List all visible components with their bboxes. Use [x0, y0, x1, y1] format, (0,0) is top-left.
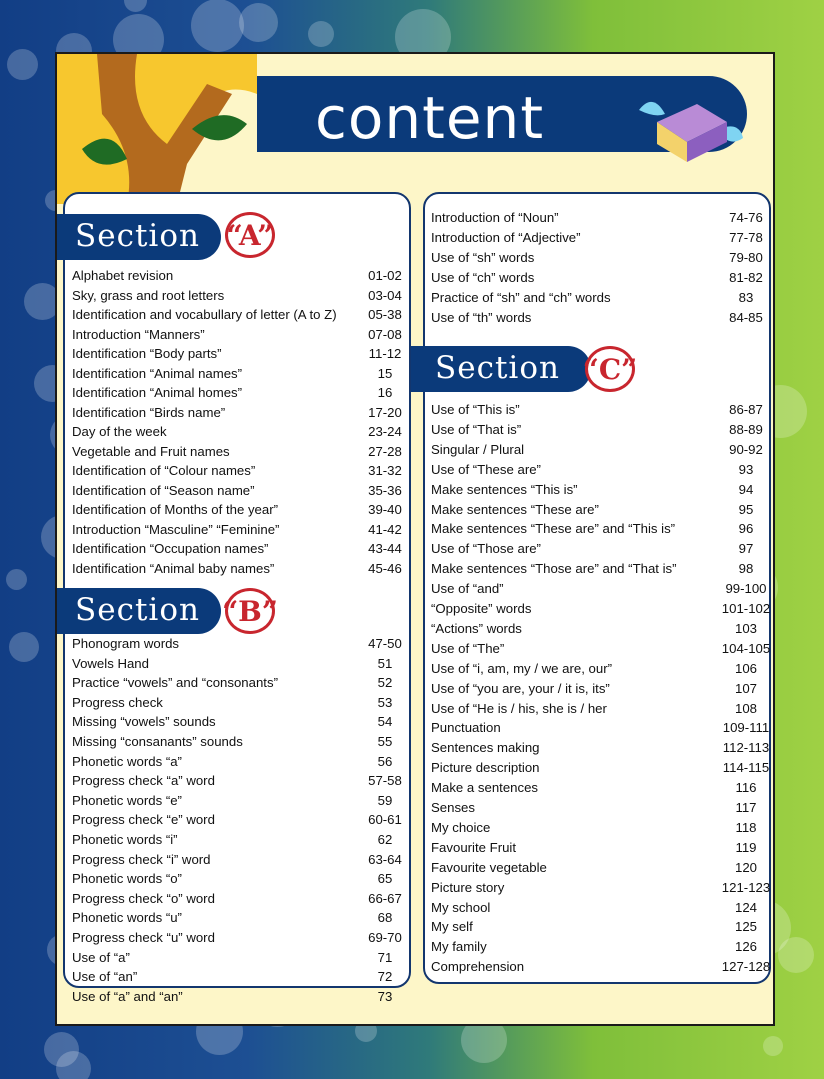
- page-number: 93: [738, 461, 754, 477]
- page-number: 57-58: [368, 773, 402, 789]
- topic-label: Progress check: [72, 694, 163, 710]
- topic-label: Favourite Fruit: [431, 839, 517, 855]
- page-number: 74-76: [729, 210, 763, 225]
- page-number: 31-32: [368, 463, 402, 478]
- topic-label: Identification “Animal names”: [72, 365, 243, 381]
- page-number: 41-42: [368, 521, 402, 537]
- topic-label: Make sentences “These are”: [431, 501, 599, 517]
- topic-label: My school: [431, 899, 491, 915]
- contents-row: [431, 720, 770, 736]
- contents-row: [72, 346, 402, 361]
- page-number: 118: [735, 819, 757, 835]
- page-number: 90-92: [729, 441, 763, 457]
- contents-row: [72, 268, 402, 283]
- contents-row: [431, 879, 771, 895]
- contents-row: [72, 307, 402, 322]
- contents-row: [72, 541, 402, 556]
- contents-row: [431, 250, 763, 265]
- topic-label: Missing “consanants” sounds: [72, 734, 243, 749]
- page-number: 68: [377, 910, 393, 926]
- contents-row: [72, 443, 402, 459]
- topic-label: Use of “i, am, my / we are, our”: [431, 660, 613, 676]
- topic-label: Use of “a” and “an”: [72, 988, 183, 1004]
- contents-row: [72, 812, 402, 828]
- left-contents-panel: [63, 192, 411, 1004]
- topic-label: Introduction of “Adjective”: [431, 230, 581, 245]
- contents-row: [72, 694, 393, 710]
- topic-label: Singular / Plural: [431, 441, 525, 457]
- topic-label: Punctuation: [431, 720, 501, 736]
- contents-row: [431, 310, 763, 325]
- page-number: 63-64: [368, 851, 402, 867]
- contents-row: [72, 287, 402, 303]
- topic-label: Phonetic words “a”: [72, 753, 182, 769]
- topic-label: Phonetic words “o”: [72, 871, 182, 887]
- contents-row: [431, 740, 770, 756]
- topic-label: Phonogram words: [72, 636, 180, 651]
- topic-label: Picture story: [431, 879, 505, 895]
- page-number: 72: [377, 969, 393, 985]
- topic-label: Picture description: [431, 760, 540, 776]
- topic-label: Use of “a”: [72, 949, 130, 965]
- contents-row: [72, 404, 402, 420]
- topic-label: Use of “and”: [431, 581, 504, 597]
- topic-label: Practice of “sh” and “ch” words: [431, 290, 611, 305]
- contents-row: [431, 660, 757, 676]
- page-number: 104-105: [721, 640, 771, 656]
- flying-book-icon: [635, 92, 745, 172]
- page-number: 17-20: [368, 404, 402, 420]
- contents-row: [72, 851, 402, 867]
- topic-label: Phonetic words “i”: [72, 832, 178, 847]
- topic-label: Sky, grass and root letters: [72, 287, 225, 303]
- topic-label: Use of “This is”: [431, 402, 520, 417]
- contents-row: [72, 521, 402, 537]
- topic-label: Make sentences “Those are” and “That is”: [431, 561, 677, 577]
- page-number: 120: [734, 859, 757, 875]
- page-number: 66-67: [368, 890, 402, 906]
- page-number: 107: [734, 680, 757, 696]
- section-c-letter: “C”: [585, 346, 635, 392]
- topic-label: Progress check “e” word: [72, 812, 215, 828]
- contents-row: [431, 402, 763, 417]
- contents-row: [431, 680, 757, 696]
- topic-label: Vegetable and Fruit names: [72, 443, 230, 459]
- contents-row: [72, 792, 393, 808]
- page-number: 88-89: [729, 421, 763, 437]
- topic-label: Use of “sh” words: [431, 250, 535, 265]
- page-number: 95: [738, 501, 754, 517]
- contents-row: [72, 890, 402, 906]
- page-number: 79-80: [729, 250, 763, 265]
- topic-label: Progress check “a” word: [72, 773, 215, 789]
- contents-row: [72, 502, 402, 517]
- page-number: 11-12: [368, 346, 402, 361]
- contents-row: [431, 601, 771, 616]
- contents-row: [431, 521, 754, 537]
- contents-row: [431, 899, 757, 915]
- contents-row: [431, 441, 763, 457]
- page-number: 60-61: [368, 812, 402, 828]
- topic-label: Alphabet revision: [72, 268, 174, 283]
- topic-label: Identification of “Season name”: [72, 482, 255, 498]
- contents-row: [72, 773, 402, 789]
- contents-row: [431, 501, 754, 517]
- section-a-heading: Section: [75, 218, 200, 254]
- page-number: 106: [734, 660, 757, 676]
- page-number: 124: [734, 899, 757, 915]
- page-number: 47-50: [368, 636, 402, 651]
- page-number: 15: [377, 365, 393, 381]
- topic-label: Use of “an”: [72, 969, 138, 985]
- page-number: 83: [738, 290, 754, 305]
- contents-row: [72, 675, 393, 691]
- contents-row: [72, 714, 393, 730]
- page-number: 71: [377, 949, 393, 965]
- topic-label: Use of “th” words: [431, 310, 532, 325]
- page-number: 125: [734, 919, 757, 935]
- contents-row: [72, 326, 402, 342]
- topic-label: Identification “Animal baby names”: [72, 560, 275, 576]
- topic-label: My choice: [431, 819, 491, 835]
- page-number: 126: [734, 939, 757, 955]
- page-number: 127-128: [721, 959, 771, 975]
- page-number: 114-115: [722, 760, 770, 776]
- topic-label: Phonetic words “e”: [72, 792, 182, 808]
- contents-row: [431, 421, 763, 437]
- topic-label: Progress check “o” word: [72, 890, 215, 906]
- page-number: 108: [734, 700, 757, 716]
- contents-row: [431, 481, 754, 497]
- page-number: 121-123: [721, 879, 771, 895]
- topic-label: Comprehension: [431, 959, 525, 975]
- topic-label: Identification “Body parts”: [72, 346, 222, 361]
- contents-row: [431, 461, 754, 477]
- content-frame: [55, 52, 775, 1026]
- contents-row: [431, 640, 771, 656]
- page-number: 35-36: [368, 482, 402, 498]
- page-number: 103: [734, 620, 757, 636]
- topic-label: Identification of Months of the year”: [72, 502, 278, 517]
- topic-label: Progress check “u” word: [72, 930, 215, 945]
- page-number: 99-100: [725, 581, 767, 597]
- page-number: 39-40: [368, 502, 402, 517]
- page-number: 69-70: [368, 930, 402, 945]
- contents-row: [72, 832, 393, 847]
- page-number: 117: [735, 800, 757, 815]
- page-number: 109-111: [722, 720, 770, 736]
- contents-row: [431, 561, 754, 577]
- topic-label: Phonetic words “u”: [72, 910, 182, 926]
- contents-row: [431, 760, 770, 776]
- page-number: 116: [735, 780, 757, 796]
- contents-row: [72, 482, 402, 498]
- contents-row: [72, 871, 393, 887]
- contents-row: [431, 919, 757, 935]
- contents-row: [72, 930, 402, 945]
- contents-row: [72, 910, 393, 926]
- page-number: 05-38: [368, 307, 402, 322]
- topic-label: Use of “you are, your / it is, its”: [431, 680, 610, 696]
- contents-row: [72, 753, 393, 769]
- page-number: 96: [738, 521, 754, 537]
- contents-row: [431, 700, 757, 716]
- page-title: content: [315, 84, 545, 152]
- topic-label: Identification “Birds name”: [72, 404, 226, 420]
- contents-row: [72, 988, 393, 1004]
- page-number: 94: [738, 481, 754, 497]
- contents-row: [431, 780, 757, 796]
- page-number: 07-08: [368, 326, 402, 342]
- page-number: 03-04: [368, 287, 402, 303]
- contents-row: [72, 969, 393, 985]
- contents-row: [431, 290, 754, 305]
- topic-label: Identification of “Colour names”: [72, 463, 256, 478]
- topic-label: My family: [431, 939, 487, 955]
- topic-label: Introduction of “Noun”: [431, 210, 559, 225]
- page-number: 62: [377, 832, 393, 847]
- contents-row: [72, 365, 393, 381]
- page-number: 81-82: [729, 270, 763, 285]
- topic-label: Use of “These are”: [431, 461, 541, 477]
- section-b-letter: “B”: [225, 588, 275, 634]
- page-number: 112-113: [722, 740, 770, 756]
- topic-label: Introduction “Manners”: [72, 326, 205, 342]
- topic-label: Day of the week: [72, 424, 167, 439]
- topic-label: Sentences making: [431, 740, 540, 756]
- topic-label: Identification and vocabullary of letter (A to Z): [72, 307, 337, 322]
- page-number: 53: [377, 694, 393, 710]
- topic-label: Identification “Animal homes”: [72, 385, 243, 400]
- contents-row: [72, 655, 393, 671]
- topic-label: Make a sentences: [431, 780, 539, 796]
- contents-row: [431, 270, 763, 285]
- contents-row: [431, 839, 757, 855]
- topic-label: Practice “vowels” and “consonants”: [72, 675, 278, 691]
- section-c-heading: Section: [435, 350, 560, 386]
- contents-row: [431, 859, 757, 875]
- page-number: 59: [377, 792, 393, 808]
- section-a-letter: “A”: [225, 212, 275, 258]
- contents-row: [72, 424, 402, 439]
- contents-row: [431, 230, 763, 245]
- contents-row: [431, 581, 767, 597]
- page-number: 101-102: [721, 601, 771, 616]
- page-number: 73: [377, 988, 393, 1004]
- page-number: 45-46: [368, 560, 402, 576]
- contents-row: [72, 560, 402, 576]
- page-number: 54: [377, 714, 393, 730]
- topic-label: Use of “ch” words: [431, 270, 535, 285]
- page-number: 77-78: [729, 230, 763, 245]
- topic-label: Use of “He is / his, she is / her: [431, 700, 607, 716]
- topic-label: Identification “Occupation names”: [72, 541, 269, 556]
- contents-row: [72, 734, 393, 749]
- topic-label: Favourite vegetable: [431, 859, 547, 875]
- page-number: 97: [738, 541, 754, 557]
- contents-row: [431, 800, 757, 815]
- contents-row: [431, 541, 754, 557]
- page-number: 65: [377, 871, 393, 887]
- page-number: 98: [738, 561, 754, 577]
- topic-label: “Opposite” words: [431, 601, 532, 616]
- topic-label: Make sentences “These are” and “This is”: [431, 521, 676, 537]
- page-number: 86-87: [729, 402, 763, 417]
- contents-row: [72, 949, 393, 965]
- topic-label: Make sentences “This is”: [431, 481, 578, 497]
- page-number: 01-02: [368, 268, 402, 283]
- topic-label: My self: [431, 919, 473, 935]
- page-number: 27-28: [368, 443, 402, 459]
- page-number: 56: [377, 753, 393, 769]
- contents-row: [72, 463, 402, 478]
- contents-row: [431, 210, 763, 225]
- contents-row: [431, 819, 757, 835]
- topic-label: Use of “The”: [431, 640, 505, 656]
- page-number: 23-24: [368, 424, 402, 439]
- tree-illustration: [57, 54, 257, 204]
- section-b-heading: Section: [75, 592, 200, 628]
- topic-label: Senses: [431, 800, 475, 815]
- topic-label: Use of “That is”: [431, 421, 522, 437]
- page-number: 119: [735, 839, 757, 855]
- topic-label: Use of “Those are”: [431, 541, 541, 557]
- contents-row: [72, 385, 393, 400]
- page-number: 55: [377, 734, 393, 749]
- page-number: 43-44: [368, 541, 402, 556]
- contents-row: [431, 959, 771, 975]
- topic-label: Vowels Hand: [72, 655, 149, 671]
- page-number: 84-85: [729, 310, 763, 325]
- page-number: 52: [377, 675, 393, 691]
- topic-label: “Actions” words: [431, 620, 522, 636]
- contents-row: [431, 939, 757, 955]
- page-number: 16: [377, 385, 393, 400]
- topic-label: Missing “vowels” sounds: [72, 714, 216, 730]
- right-contents-panel: [423, 192, 771, 984]
- contents-row: [72, 636, 402, 651]
- topic-label: Introduction “Masculine” “Feminine”: [72, 521, 280, 537]
- contents-row: [431, 620, 757, 636]
- topic-label: Progress check “i” word: [72, 851, 211, 867]
- page-number: 51: [377, 655, 393, 671]
